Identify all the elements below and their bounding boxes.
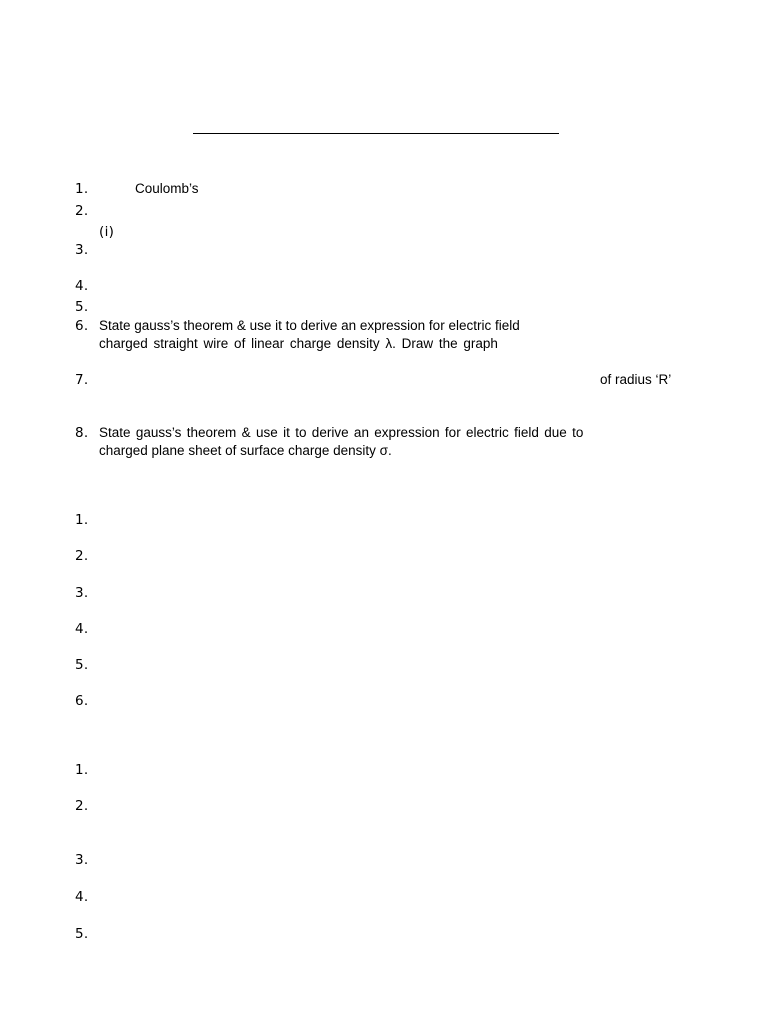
question-number: 5. bbox=[75, 299, 89, 315]
question-number: 5. bbox=[75, 657, 89, 673]
question-number: 2. bbox=[75, 798, 89, 814]
question-8-line-1: State gauss’s theorem & use it to derive an expression for electric field due to bbox=[99, 425, 584, 440]
title-underline bbox=[193, 133, 559, 134]
question-number: 4. bbox=[75, 278, 89, 294]
question-6-line-2: charged straight wire of linear charge density λ. Draw the graph bbox=[99, 336, 498, 351]
question-8-text bbox=[99, 424, 619, 460]
question-number: 6. bbox=[75, 318, 89, 334]
question-7-text: of radius ‘R’ bbox=[600, 372, 672, 387]
question-number: 3. bbox=[75, 852, 89, 868]
question-number: 2. bbox=[75, 203, 89, 219]
question-6-line-1: State gauss’s theorem & use it to derive an expression for electric field bbox=[99, 318, 520, 333]
question-number: 1. bbox=[75, 181, 89, 197]
question-number: 6. bbox=[75, 693, 89, 709]
question-number: 1. bbox=[75, 762, 89, 778]
question-6-text bbox=[99, 317, 549, 353]
question-8-line-2: charged plane sheet of surface charge density σ. bbox=[99, 443, 392, 458]
question-number: 7. bbox=[75, 372, 89, 388]
question-1-text: Coulomb’s bbox=[135, 181, 199, 196]
question-2-subpart: (i) bbox=[99, 224, 115, 240]
question-number: 1. bbox=[75, 512, 89, 528]
question-number: 2. bbox=[75, 548, 89, 564]
question-number: 5. bbox=[75, 926, 89, 942]
question-number: 4. bbox=[75, 889, 89, 905]
question-number: 4. bbox=[75, 621, 89, 637]
question-number: 3. bbox=[75, 242, 89, 258]
question-number: 8. bbox=[75, 425, 89, 441]
question-number: 3. bbox=[75, 585, 89, 601]
